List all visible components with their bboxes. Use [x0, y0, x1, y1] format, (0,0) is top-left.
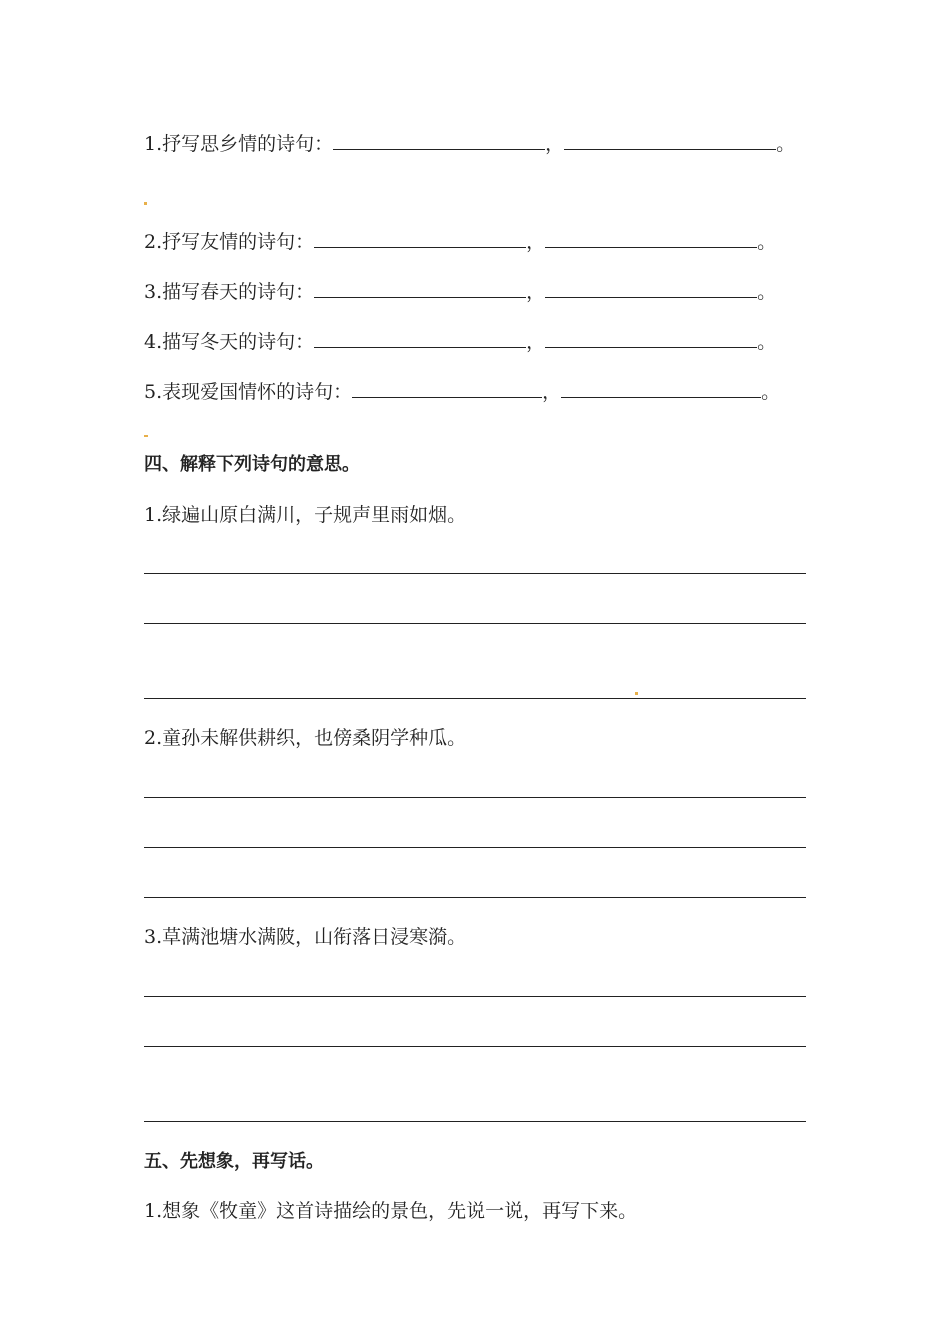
- answer-line[interactable]: [144, 1046, 806, 1047]
- end-mark: 。: [776, 133, 796, 155]
- question-item: 1.想象《牧童》这首诗描绘的景色，先说一说，再写下来。: [144, 1200, 638, 1222]
- separator: ，: [542, 381, 562, 403]
- stray-mark: [144, 435, 148, 437]
- stray-mark: [144, 202, 147, 205]
- fill-item-5: [144, 375, 780, 405]
- fill-item-label: 4.描写冬天的诗句：: [144, 331, 315, 353]
- answer-line[interactable]: [144, 573, 806, 574]
- fill-item-2: [144, 225, 776, 255]
- fill-item-label: 3.描写春天的诗句：: [144, 281, 315, 303]
- end-mark: 。: [757, 281, 777, 303]
- fill-item-3: [144, 275, 776, 305]
- fill-item-1: [144, 127, 795, 157]
- question-item: 2.童孙未解供耕织，也傍桑阴学种瓜。: [144, 727, 467, 749]
- separator: ，: [526, 281, 546, 303]
- end-mark: 。: [757, 331, 777, 353]
- end-mark: 。: [761, 381, 781, 403]
- section-5-heading: 五、先想象，再写话。: [144, 1151, 324, 1172]
- question-item: 1.绿遍山原白满川，子规声里雨如烟。: [144, 504, 467, 526]
- answer-blank[interactable]: [545, 275, 757, 298]
- fill-item-label: 5.表现爱国情怀的诗句：: [144, 381, 353, 403]
- fill-item-label: 1.抒写思乡情的诗句：: [144, 133, 334, 155]
- stray-mark: [635, 692, 638, 695]
- answer-line[interactable]: [144, 897, 806, 898]
- section-4-heading: 四、解释下列诗句的意思。: [144, 454, 360, 475]
- end-mark: 。: [757, 231, 777, 253]
- answer-blank[interactable]: [545, 225, 757, 248]
- answer-blank[interactable]: [561, 375, 761, 398]
- answer-blank[interactable]: [352, 375, 542, 398]
- answer-line[interactable]: [144, 1121, 806, 1122]
- question-item: 3.草满池塘水满陂，山衔落日浸寒漪。: [144, 926, 467, 948]
- answer-line[interactable]: [144, 698, 806, 699]
- fill-item-label: 2.抒写友情的诗句：: [144, 231, 315, 253]
- answer-blank[interactable]: [564, 127, 776, 150]
- answer-blank[interactable]: [314, 325, 526, 348]
- answer-blank[interactable]: [545, 325, 757, 348]
- answer-line[interactable]: [144, 623, 806, 624]
- separator: ，: [545, 133, 565, 155]
- separator: ，: [526, 331, 546, 353]
- answer-blank[interactable]: [314, 275, 526, 298]
- fill-item-4: [144, 325, 776, 355]
- answer-line[interactable]: [144, 996, 806, 997]
- answer-line[interactable]: [144, 847, 806, 848]
- answer-line[interactable]: [144, 797, 806, 798]
- answer-blank[interactable]: [333, 127, 545, 150]
- separator: ，: [526, 231, 546, 253]
- answer-blank[interactable]: [314, 225, 526, 248]
